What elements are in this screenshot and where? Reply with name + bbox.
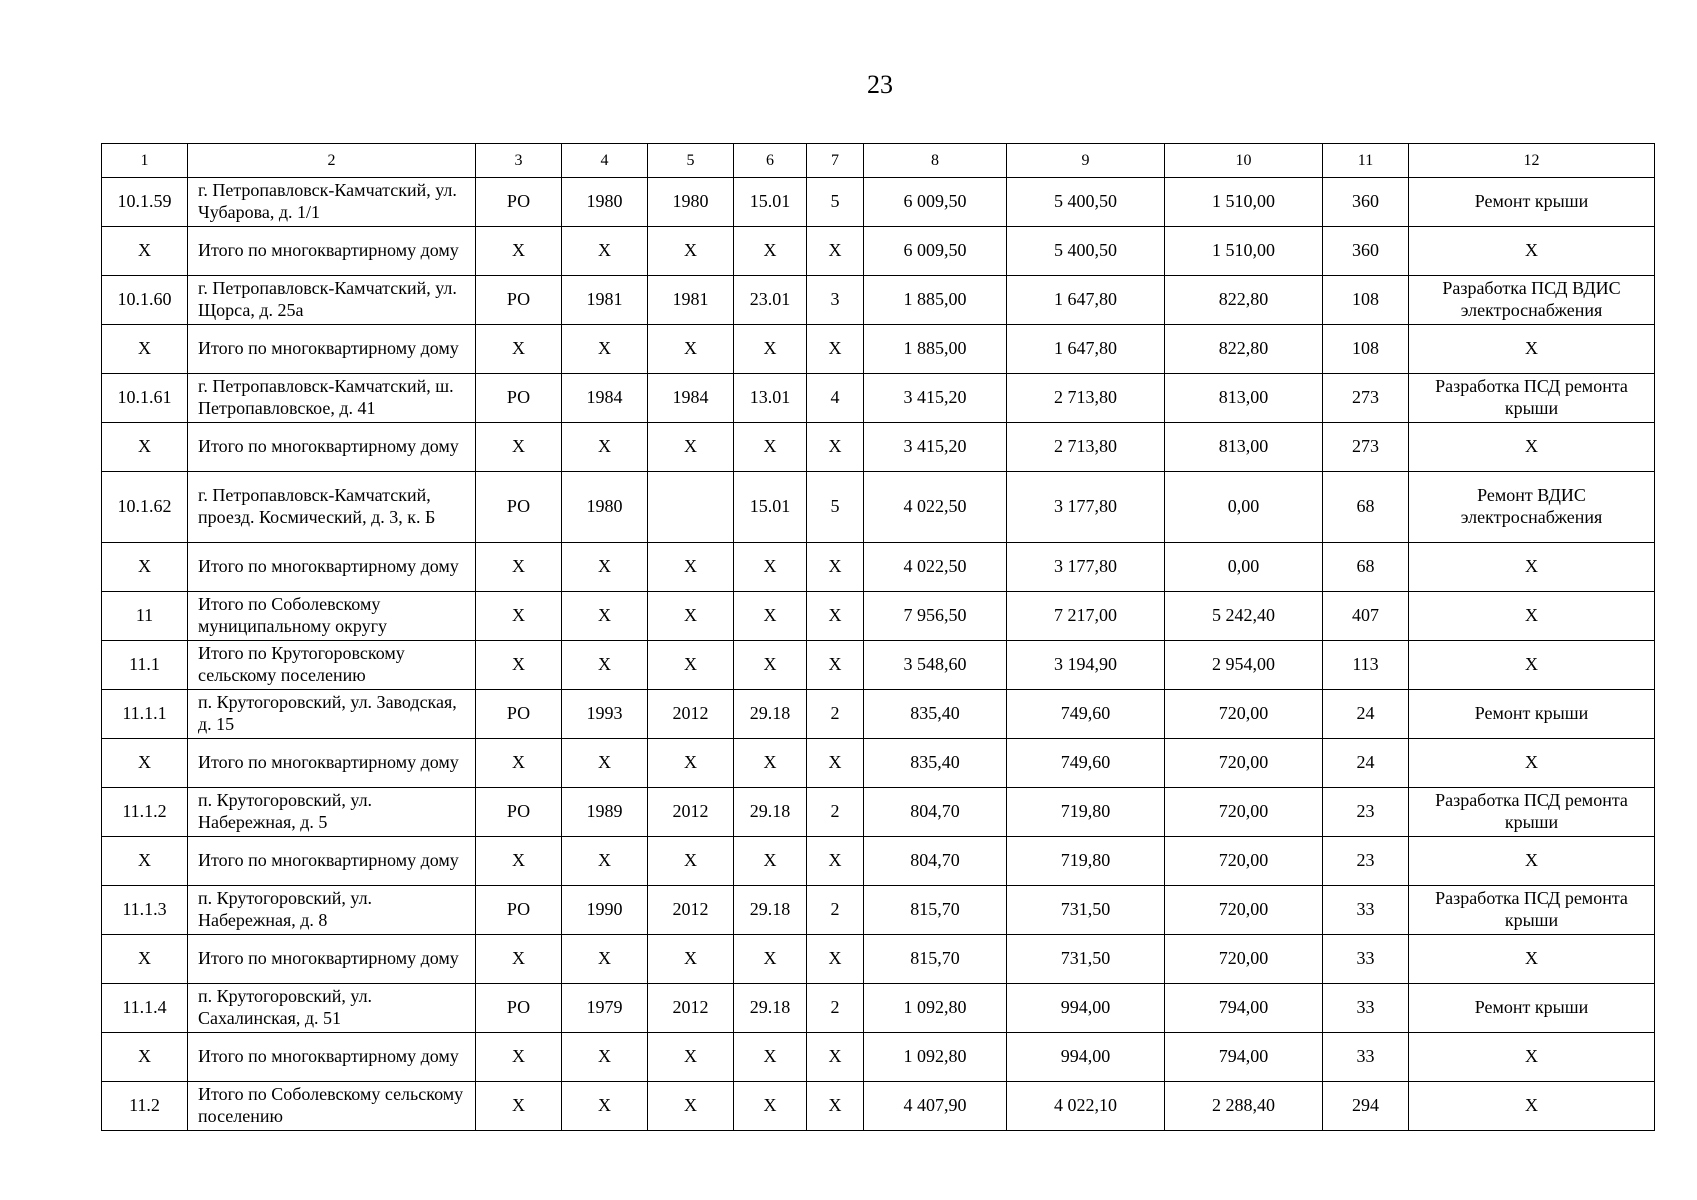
table-cell: 835,40: [864, 739, 1007, 788]
table-cell: 11.2: [102, 1082, 188, 1131]
table-cell: Х: [648, 1033, 734, 1082]
table-cell: 29.18: [734, 984, 807, 1033]
table-cell: 1981: [562, 276, 648, 325]
table-row: [102, 374, 1655, 423]
table-cell: 3 415,20: [864, 423, 1007, 472]
table-row: [102, 178, 1655, 227]
table-cell: Х: [562, 1082, 648, 1131]
table-cell: 68: [1323, 472, 1409, 543]
page-number: 23: [867, 70, 893, 99]
table-cell: 720,00: [1165, 739, 1323, 788]
table-cell: 2: [807, 788, 864, 837]
table-cell: 3 177,80: [1007, 543, 1165, 592]
table-cell: 4 407,90: [864, 1082, 1007, 1131]
table-cell: 6 009,50: [864, 227, 1007, 276]
table-cell: Х: [1409, 641, 1655, 690]
table-cell: 2012: [648, 984, 734, 1033]
table-cell: 24: [1323, 690, 1409, 739]
table-cell: Х: [648, 592, 734, 641]
header-cell: 6: [734, 144, 807, 178]
table-cell: Х: [1409, 592, 1655, 641]
table-cell: 33: [1323, 886, 1409, 935]
table-row: [102, 788, 1655, 837]
table-row: [102, 423, 1655, 472]
table-cell: г. Петропавловск-Камчатский, ш. Петропавловское, д. 41: [188, 374, 476, 423]
table-cell: 2012: [648, 690, 734, 739]
table-cell: 822,80: [1165, 325, 1323, 374]
header-cell: 1: [102, 144, 188, 178]
table-cell: 1 647,80: [1007, 276, 1165, 325]
table-cell: 29.18: [734, 886, 807, 935]
table-cell: 273: [1323, 423, 1409, 472]
table-cell: Х: [648, 227, 734, 276]
table-cell: Разработка ПСД ремонта крыши: [1409, 886, 1655, 935]
table-cell: 15.01: [734, 178, 807, 227]
table-cell: 29.18: [734, 690, 807, 739]
table-cell: РО: [476, 374, 562, 423]
table-cell: 11.1.3: [102, 886, 188, 935]
table-cell: 7 956,50: [864, 592, 1007, 641]
table-cell: 407: [1323, 592, 1409, 641]
table-cell: Х: [648, 325, 734, 374]
table-cell: 360: [1323, 227, 1409, 276]
table-cell: 2012: [648, 886, 734, 935]
table-cell: 2012: [648, 788, 734, 837]
table-cell: Х: [476, 325, 562, 374]
table-cell: 3 415,20: [864, 374, 1007, 423]
table-cell: Х: [562, 592, 648, 641]
table-cell: Х: [102, 543, 188, 592]
table-cell: 5: [807, 472, 864, 543]
table-row: [102, 739, 1655, 788]
table-cell: Х: [807, 1033, 864, 1082]
table-cell: Х: [476, 543, 562, 592]
table-cell: Х: [476, 739, 562, 788]
table-cell: 1990: [562, 886, 648, 935]
table-cell: Х: [1409, 739, 1655, 788]
table-cell: Разработка ПСД ВДИС электроснабжения: [1409, 276, 1655, 325]
table-cell: 1989: [562, 788, 648, 837]
table-cell: РО: [476, 886, 562, 935]
table-cell: 13.01: [734, 374, 807, 423]
table-cell: Х: [734, 543, 807, 592]
table-cell: Х: [734, 739, 807, 788]
table-cell: Ремонт крыши: [1409, 178, 1655, 227]
table-cell: Итого по многоквартирному дому: [188, 1033, 476, 1082]
header-cell: 9: [1007, 144, 1165, 178]
table-cell: Х: [807, 543, 864, 592]
table-cell: 33: [1323, 935, 1409, 984]
table-cell: 1 647,80: [1007, 325, 1165, 374]
table-cell: п. Крутогоровский, ул. Сахалинская, д. 51: [188, 984, 476, 1033]
table-cell: 3 194,90: [1007, 641, 1165, 690]
table-cell: Х: [102, 227, 188, 276]
table-cell: 0,00: [1165, 472, 1323, 543]
table-cell: Х: [734, 423, 807, 472]
table-row: [102, 325, 1655, 374]
table-cell: 822,80: [1165, 276, 1323, 325]
table-cell: Х: [734, 1033, 807, 1082]
table-cell: Х: [102, 1033, 188, 1082]
table-cell: Х: [562, 423, 648, 472]
table-cell: 804,70: [864, 837, 1007, 886]
table-cell: 2 713,80: [1007, 423, 1165, 472]
table-cell: Итого по многоквартирному дому: [188, 543, 476, 592]
header-cell: 8: [864, 144, 1007, 178]
table-cell: 1984: [562, 374, 648, 423]
table-row: [102, 837, 1655, 886]
table-cell: Х: [1409, 837, 1655, 886]
table-row: [102, 1033, 1655, 1082]
data-table: [101, 143, 1655, 1131]
table-cell: [648, 472, 734, 543]
table-cell: 835,40: [864, 690, 1007, 739]
table-cell: Х: [476, 935, 562, 984]
table-cell: Х: [1409, 1082, 1655, 1131]
table-cell: Х: [562, 227, 648, 276]
table-cell: 1 510,00: [1165, 178, 1323, 227]
table-cell: 749,60: [1007, 739, 1165, 788]
table-cell: 10.1.59: [102, 178, 188, 227]
table-cell: Х: [476, 1082, 562, 1131]
table-cell: Итого по многоквартирному дому: [188, 325, 476, 374]
table-cell: 719,80: [1007, 788, 1165, 837]
table-cell: 794,00: [1165, 984, 1323, 1033]
header-cell: 12: [1409, 144, 1655, 178]
table-cell: Х: [807, 227, 864, 276]
table-cell: п. Крутогоровский, ул. Набережная, д. 5: [188, 788, 476, 837]
table-cell: 3 177,80: [1007, 472, 1165, 543]
table-cell: 5 242,40: [1165, 592, 1323, 641]
table-cell: Х: [1409, 1033, 1655, 1082]
table-cell: Х: [562, 837, 648, 886]
table-cell: Итого по многоквартирному дому: [188, 227, 476, 276]
table-cell: РО: [476, 276, 562, 325]
table-cell: РО: [476, 984, 562, 1033]
table-cell: Х: [734, 1082, 807, 1131]
table-cell: 23.01: [734, 276, 807, 325]
table-cell: 2 288,40: [1165, 1082, 1323, 1131]
table-cell: 10.1.62: [102, 472, 188, 543]
table-cell: 294: [1323, 1082, 1409, 1131]
table-cell: 1 092,80: [864, 1033, 1007, 1082]
table-cell: Х: [648, 837, 734, 886]
table-cell: 113: [1323, 641, 1409, 690]
header-cell: 4: [562, 144, 648, 178]
table-cell: 720,00: [1165, 886, 1323, 935]
table-cell: 10.1.61: [102, 374, 188, 423]
table-cell: 1 092,80: [864, 984, 1007, 1033]
table-cell: Х: [562, 543, 648, 592]
table-cell: Х: [102, 423, 188, 472]
table-row: [102, 690, 1655, 739]
table-cell: 2 954,00: [1165, 641, 1323, 690]
table-cell: 11.1: [102, 641, 188, 690]
table-row: [102, 935, 1655, 984]
table-cell: 6 009,50: [864, 178, 1007, 227]
table-cell: 1 885,00: [864, 325, 1007, 374]
table-cell: г. Петропавловск-Камчатский, ул. Щорса, д. 25а: [188, 276, 476, 325]
table-cell: Х: [1409, 423, 1655, 472]
table-cell: 10.1.60: [102, 276, 188, 325]
table-cell: 33: [1323, 1033, 1409, 1082]
table-cell: 108: [1323, 276, 1409, 325]
table-cell: Итого по Соболевскому муниципальному округу: [188, 592, 476, 641]
header-cell: 10: [1165, 144, 1323, 178]
table-cell: Х: [807, 739, 864, 788]
table-row: [102, 1082, 1655, 1131]
header-cell: 5: [648, 144, 734, 178]
table-cell: 4 022,10: [1007, 1082, 1165, 1131]
table-cell: Х: [102, 935, 188, 984]
table-cell: РО: [476, 472, 562, 543]
table-cell: 720,00: [1165, 788, 1323, 837]
table-cell: Х: [102, 739, 188, 788]
table-cell: Разработка ПСД ремонта крыши: [1409, 788, 1655, 837]
table-cell: 1981: [648, 276, 734, 325]
table-cell: Х: [648, 1082, 734, 1131]
table-cell: Х: [476, 423, 562, 472]
table-row: [102, 984, 1655, 1033]
table-row: [102, 886, 1655, 935]
table-cell: 804,70: [864, 788, 1007, 837]
table-cell: Х: [1409, 543, 1655, 592]
table-cell: 749,60: [1007, 690, 1165, 739]
table-cell: Х: [734, 227, 807, 276]
table-cell: 731,50: [1007, 886, 1165, 935]
table-cell: Х: [648, 423, 734, 472]
table-cell: Х: [476, 837, 562, 886]
table-cell: Х: [476, 1033, 562, 1082]
table-cell: 1 510,00: [1165, 227, 1323, 276]
table-cell: 1980: [648, 178, 734, 227]
table-cell: Х: [562, 935, 648, 984]
table-cell: Х: [1409, 227, 1655, 276]
header-cell: 7: [807, 144, 864, 178]
table-cell: 68: [1323, 543, 1409, 592]
table-cell: 794,00: [1165, 1033, 1323, 1082]
table-cell: 23: [1323, 837, 1409, 886]
table-cell: РО: [476, 788, 562, 837]
table-cell: 1980: [562, 178, 648, 227]
table-cell: Х: [734, 592, 807, 641]
table-cell: 719,80: [1007, 837, 1165, 886]
table-cell: РО: [476, 178, 562, 227]
table-cell: 1 885,00: [864, 276, 1007, 325]
table-cell: Х: [807, 423, 864, 472]
table-cell: 11.1.1: [102, 690, 188, 739]
table-cell: 11: [102, 592, 188, 641]
table-row: [102, 472, 1655, 543]
table-cell: Ремонт ВДИС электроснабжения: [1409, 472, 1655, 543]
table-cell: п. Крутогоровский, ул. Набережная, д. 8: [188, 886, 476, 935]
table-cell: Х: [476, 592, 562, 641]
table-cell: 994,00: [1007, 984, 1165, 1033]
table-cell: 1979: [562, 984, 648, 1033]
table-cell: 2: [807, 984, 864, 1033]
table-cell: г. Петропавловск-Камчатский, ул. Чубарова, д. 1/1: [188, 178, 476, 227]
table-cell: Х: [562, 641, 648, 690]
table-cell: Разработка ПСД ремонта крыши: [1409, 374, 1655, 423]
table-cell: 720,00: [1165, 690, 1323, 739]
table-cell: 1980: [562, 472, 648, 543]
table-cell: Х: [648, 641, 734, 690]
table-cell: Ремонт крыши: [1409, 690, 1655, 739]
table-cell: Х: [648, 543, 734, 592]
table-cell: 813,00: [1165, 374, 1323, 423]
header-cell: 2: [188, 144, 476, 178]
table-row: [102, 227, 1655, 276]
table-cell: Х: [807, 325, 864, 374]
table-cell: 720,00: [1165, 935, 1323, 984]
table-cell: 7 217,00: [1007, 592, 1165, 641]
table-row: [102, 543, 1655, 592]
table-cell: Х: [807, 1082, 864, 1131]
table-cell: 3 548,60: [864, 641, 1007, 690]
table-cell: Итого по многоквартирному дому: [188, 935, 476, 984]
table-cell: 360: [1323, 178, 1409, 227]
table-row: [102, 276, 1655, 325]
table-cell: 5 400,50: [1007, 227, 1165, 276]
table-cell: Х: [807, 935, 864, 984]
header-row: [102, 144, 1655, 178]
table-cell: Х: [734, 837, 807, 886]
table-cell: 29.18: [734, 788, 807, 837]
table-cell: Х: [476, 227, 562, 276]
table-row: [102, 592, 1655, 641]
table-cell: 2: [807, 690, 864, 739]
table-cell: Х: [102, 837, 188, 886]
table-cell: Х: [476, 641, 562, 690]
table-cell: 994,00: [1007, 1033, 1165, 1082]
table-cell: Х: [807, 641, 864, 690]
header-cell: 11: [1323, 144, 1409, 178]
table-cell: 4 022,50: [864, 472, 1007, 543]
table-cell: Х: [648, 739, 734, 788]
table-cell: Х: [562, 739, 648, 788]
table-cell: 108: [1323, 325, 1409, 374]
table-body: [102, 144, 1655, 1131]
table-cell: 813,00: [1165, 423, 1323, 472]
table-cell: 273: [1323, 374, 1409, 423]
table-cell: 5: [807, 178, 864, 227]
table-cell: Х: [734, 641, 807, 690]
table-cell: Х: [648, 935, 734, 984]
table-cell: 815,70: [864, 886, 1007, 935]
table-cell: г. Петропавловск-Камчатский, проезд. Космический, д. 3, к. Б: [188, 472, 476, 543]
table-cell: Х: [102, 325, 188, 374]
table-cell: Х: [562, 1033, 648, 1082]
table-cell: 731,50: [1007, 935, 1165, 984]
table-cell: Итого по Крутогоровскому сельскому поселению: [188, 641, 476, 690]
table-cell: Х: [1409, 935, 1655, 984]
table-cell: Х: [734, 325, 807, 374]
table-cell: Итого по многоквартирному дому: [188, 837, 476, 886]
table-cell: 3: [807, 276, 864, 325]
table-cell: п. Крутогоровский, ул. Заводская, д. 15: [188, 690, 476, 739]
table-cell: 2: [807, 886, 864, 935]
table-cell: 24: [1323, 739, 1409, 788]
table-cell: Итого по многоквартирному дому: [188, 423, 476, 472]
table-cell: 1984: [648, 374, 734, 423]
table-cell: РО: [476, 690, 562, 739]
table-cell: 5 400,50: [1007, 178, 1165, 227]
table-cell: 33: [1323, 984, 1409, 1033]
table-cell: 15.01: [734, 472, 807, 543]
table-cell: 2 713,80: [1007, 374, 1165, 423]
header-cell: 3: [476, 144, 562, 178]
table-cell: 11.1.4: [102, 984, 188, 1033]
table-cell: 720,00: [1165, 837, 1323, 886]
table-cell: Х: [1409, 325, 1655, 374]
table-cell: Х: [807, 837, 864, 886]
table-cell: 0,00: [1165, 543, 1323, 592]
table-cell: 11.1.2: [102, 788, 188, 837]
table-row: [102, 641, 1655, 690]
table-cell: 1993: [562, 690, 648, 739]
table-cell: 815,70: [864, 935, 1007, 984]
table-cell: Х: [734, 935, 807, 984]
table-cell: 4 022,50: [864, 543, 1007, 592]
table-cell: Х: [562, 325, 648, 374]
table-cell: 23: [1323, 788, 1409, 837]
table-cell: Х: [807, 592, 864, 641]
table-cell: Ремонт крыши: [1409, 984, 1655, 1033]
table-cell: Итого по многоквартирному дому: [188, 739, 476, 788]
table-cell: Итого по Соболевскому сельскому поселению: [188, 1082, 476, 1131]
table-cell: 4: [807, 374, 864, 423]
